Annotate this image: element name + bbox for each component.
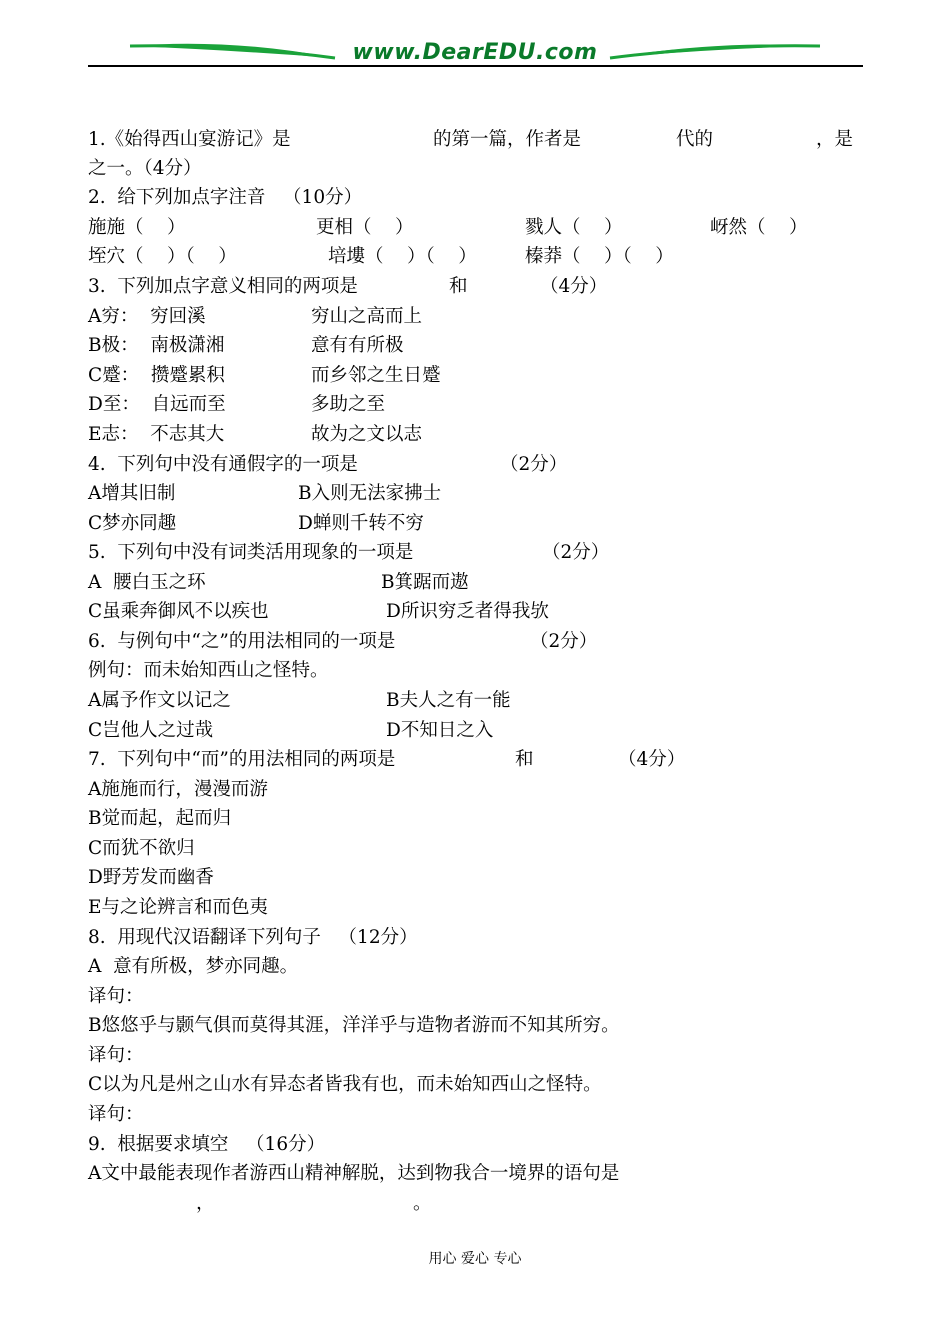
q5-option: D所识穷乏者得我欤 <box>386 601 549 622</box>
q1-text-a: 1.《始得西山宴游记》是 <box>88 129 291 150</box>
q3-option-right: 穷山之高而上 <box>311 306 423 327</box>
q6-option: B夫人之有一能 <box>386 690 511 711</box>
q3-option-left: D至： 自远而至 <box>88 394 226 415</box>
q3-title: 3. 下列加点字意义相同的两项是 <box>88 276 358 297</box>
q6-score: （2分） <box>530 631 598 652</box>
q6-option: D不知日之入 <box>386 720 494 741</box>
q7-and: 和 <box>515 749 534 770</box>
q5-option-row <box>88 568 863 598</box>
q6-title-line <box>88 627 863 657</box>
q2-item: 榛莽（ ）（ ） <box>525 246 674 267</box>
q3-option-left: B极： 南极潇湘 <box>88 335 225 356</box>
q4-option: A增其旧制 <box>88 483 176 504</box>
q4-option: C梦亦同趣 <box>88 513 177 534</box>
q3-and: 和 <box>449 276 468 297</box>
q3-option-left: E志： 不志其大 <box>88 424 225 445</box>
header-rule <box>88 65 863 67</box>
q6-example: 例句：而未始知西山之怪特。 <box>88 660 329 681</box>
q4-option: B入则无法家拂士 <box>298 483 442 504</box>
q7-score: （4分） <box>618 749 686 770</box>
q7-title: 7. 下列句中“而”的用法相同的两项是 <box>88 749 396 770</box>
q9-item-a: A文中最能表现作者游西山精神解脱，达到物我合一境界的语句是 <box>88 1163 620 1184</box>
q7-option: B觉而起，起而归 <box>88 808 232 829</box>
q4-title: 4. 下列句中没有通假字的一项是 <box>88 454 358 475</box>
q2-title: 2. 给下列加点字注音 （10分） <box>88 187 363 208</box>
q5-option-row <box>88 597 863 627</box>
q1-text-b: 的第一篇，作者是 <box>433 129 582 150</box>
q4-score: （2分） <box>500 454 568 475</box>
q3-option-right: 多助之至 <box>311 394 386 415</box>
q6-title: 6. 与例句中“之”的用法相同的一项是 <box>88 631 396 652</box>
q3-title-line <box>88 272 863 302</box>
q5-option: A 腰白玉之环 <box>88 572 206 593</box>
page-footer: 用心 爱心 专心 <box>428 1251 522 1267</box>
q5-title: 5. 下列句中没有词类活用现象的一项是 <box>88 542 414 563</box>
q3-option <box>88 302 863 332</box>
q8-translate-label: 译句： <box>88 1045 144 1066</box>
q2-item: 施施（ ） <box>88 217 186 238</box>
q9-period: 。 <box>413 1193 432 1214</box>
q2-row-2 <box>88 242 863 272</box>
q3-option-right: 意有有所极 <box>311 335 404 356</box>
q7-option: E与之论辨言和而色夷 <box>88 897 269 918</box>
site-logo-text: www.DearEDU.com <box>352 40 598 65</box>
q2-item: 戮人（ ） <box>525 217 623 238</box>
q3-option-right: 而乡邻之生日蹙 <box>311 365 441 386</box>
q9-comma: ， <box>196 1193 215 1214</box>
q3-option-left: A穷： 穷回溪 <box>88 306 206 327</box>
q9-title: 9. 根据要求填空 （16分） <box>88 1134 326 1155</box>
q5-score: （2分） <box>542 542 610 563</box>
q6-option-row <box>88 686 863 716</box>
q7-option: D野芳发而幽香 <box>88 867 214 888</box>
q5-option: C虽乘奔御风不以疾也 <box>88 601 269 622</box>
q8-sentence-a: A 意有所极，梦亦同趣。 <box>88 956 299 977</box>
q3-option <box>88 361 863 391</box>
page-header <box>0 0 950 80</box>
q1-line <box>88 125 863 155</box>
q4-option-row <box>88 479 863 509</box>
q8-sentence-c: C以为凡是州之山水有异态者皆我有也，而未始知西山之怪特。 <box>88 1074 602 1095</box>
q2-item: 垤穴（ ）（ ） <box>88 246 237 267</box>
q3-option-right: 故为之文以志 <box>311 424 423 445</box>
q9-blank-line <box>88 1189 863 1219</box>
q3-option <box>88 331 863 361</box>
q4-option-row <box>88 509 863 539</box>
q2-item: 培塿（ ）（ ） <box>328 246 477 267</box>
q7-option: C而犹不欲归 <box>88 838 195 859</box>
q1-text-c: 代的 <box>676 129 714 150</box>
q5-option: B箕踞而遨 <box>381 572 469 593</box>
q6-option-row <box>88 716 863 746</box>
q2-row-1 <box>88 213 863 243</box>
q6-option: A属予作文以记之 <box>88 690 231 711</box>
q3-option <box>88 420 863 450</box>
q3-option <box>88 390 863 420</box>
q3-option-left: C蹙： 攒蹙累积 <box>88 365 225 386</box>
q8-translate-label: 译句： <box>88 986 144 1007</box>
q2-item: 岈然（ ） <box>710 217 808 238</box>
q8-translate-label: 译句： <box>88 1104 144 1125</box>
q6-option: C岂他人之过哉 <box>88 720 214 741</box>
q3-score: （4分） <box>540 276 608 297</box>
q4-option: D蝉则千转不穷 <box>298 513 424 534</box>
q1-line-2: 之一。（4分） <box>88 158 202 179</box>
q8-sentence-b: B悠悠乎与颢气俱而莫得其涯，洋洋乎与造物者游而不知其所穷。 <box>88 1015 620 1036</box>
q2-item: 更相（ ） <box>316 217 414 238</box>
q4-title-line <box>88 450 863 480</box>
q1-text-d: ，是 <box>816 129 854 150</box>
q5-title-line <box>88 538 863 568</box>
q8-title: 8. 用现代汉语翻译下列句子 （12分） <box>88 927 418 948</box>
q7-title-line <box>88 745 863 775</box>
q7-option: A施施而行，漫漫而游 <box>88 779 268 800</box>
